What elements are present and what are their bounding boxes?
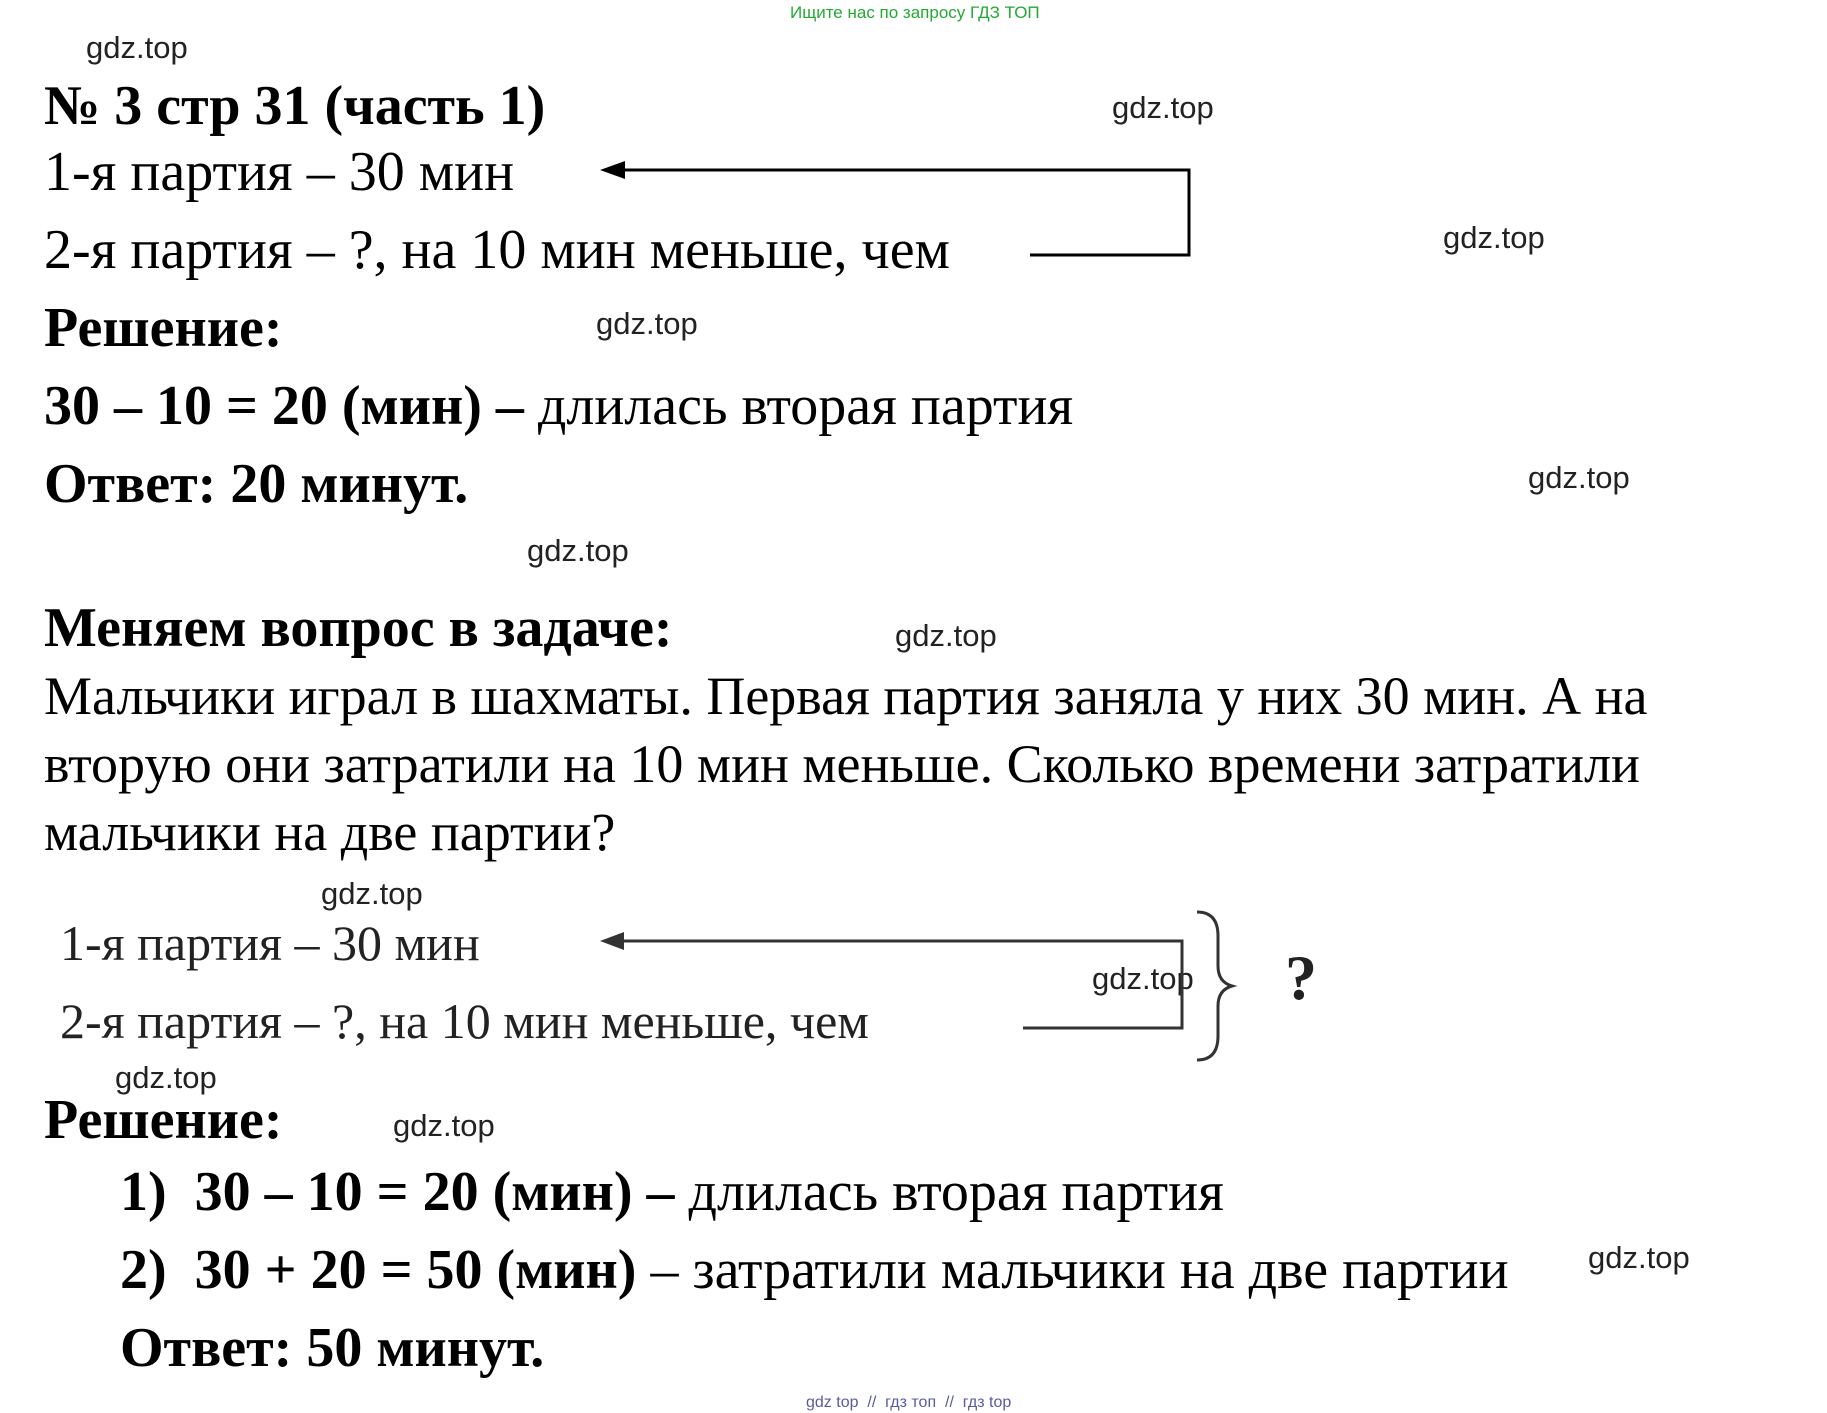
watermark: gdz.top (115, 1060, 217, 1095)
solution1-expr: 30 – 10 = 20 (мин) – (44, 375, 524, 437)
step2-number: 2) (120, 1239, 167, 1301)
bottom-banner[interactable]: gdz top // гдз топ // гдз top (806, 1394, 1012, 1411)
scheme1-row2: 2-я партия – ?, на 10 мин меньше, чем (44, 219, 950, 281)
step1-number: 1) (120, 1161, 167, 1223)
scheme2-row1: 1-я партия – 30 мин (60, 915, 480, 971)
solution1-expr-text: длилась вторая партия (523, 375, 1074, 437)
watermark: gdz.top (1588, 1240, 1690, 1275)
watermark: gdz.top (86, 30, 188, 65)
scheme2-row2: 2-я партия – ?, на 10 мин меньше, чем (60, 993, 869, 1049)
watermark: gdz.top (321, 876, 423, 911)
changed-question-heading: Меняем вопрос в задаче: (44, 597, 673, 659)
step1-expr: 30 – 10 = 20 (мин) – (194, 1161, 675, 1223)
step1-text: длилась вторая партия (674, 1161, 1224, 1223)
step2-expr: 30 + 20 = 50 (мин) (194, 1239, 637, 1301)
top-banner[interactable]: Ищите нас по запросу ГДЗ ТОП (790, 3, 1040, 22)
watermark: gdz.top (1528, 460, 1630, 495)
solution2-answer: Ответ: 50 минут. (120, 1317, 545, 1379)
page-title: № 3 стр 31 (часть 1) (44, 75, 546, 137)
question-mark: ? (1285, 942, 1317, 1013)
watermark: gdz.top (527, 533, 629, 568)
watermark: gdz.top (895, 618, 997, 653)
solution1-answer: Ответ: 20 минут. (44, 453, 469, 515)
changed-question-line1: Мальчики играл в шахматы. Первая партия заняла у них 30 мин. А на (44, 666, 1648, 726)
watermark: gdz.top (1112, 90, 1214, 125)
solution2-step2 (120, 1239, 1509, 1301)
scheme1-row1: 1-я партия – 30 мин (44, 141, 515, 203)
changed-question-line3: мальчики на две партии? (44, 802, 616, 862)
solution2-heading: Решение: (44, 1089, 283, 1151)
solution1-heading: Решение: (44, 297, 283, 359)
watermark: gdz.top (393, 1108, 495, 1143)
watermark: gdz.top (1092, 961, 1194, 996)
step2-text: – затратили мальчики на две партии (636, 1239, 1509, 1301)
watermark: gdz.top (1443, 220, 1545, 255)
solution2-step1 (120, 1161, 1224, 1223)
changed-question-line2: вторую они затратили на 10 мин меньше. Сколько времени затратили (44, 734, 1640, 794)
watermark: gdz.top (596, 306, 698, 341)
